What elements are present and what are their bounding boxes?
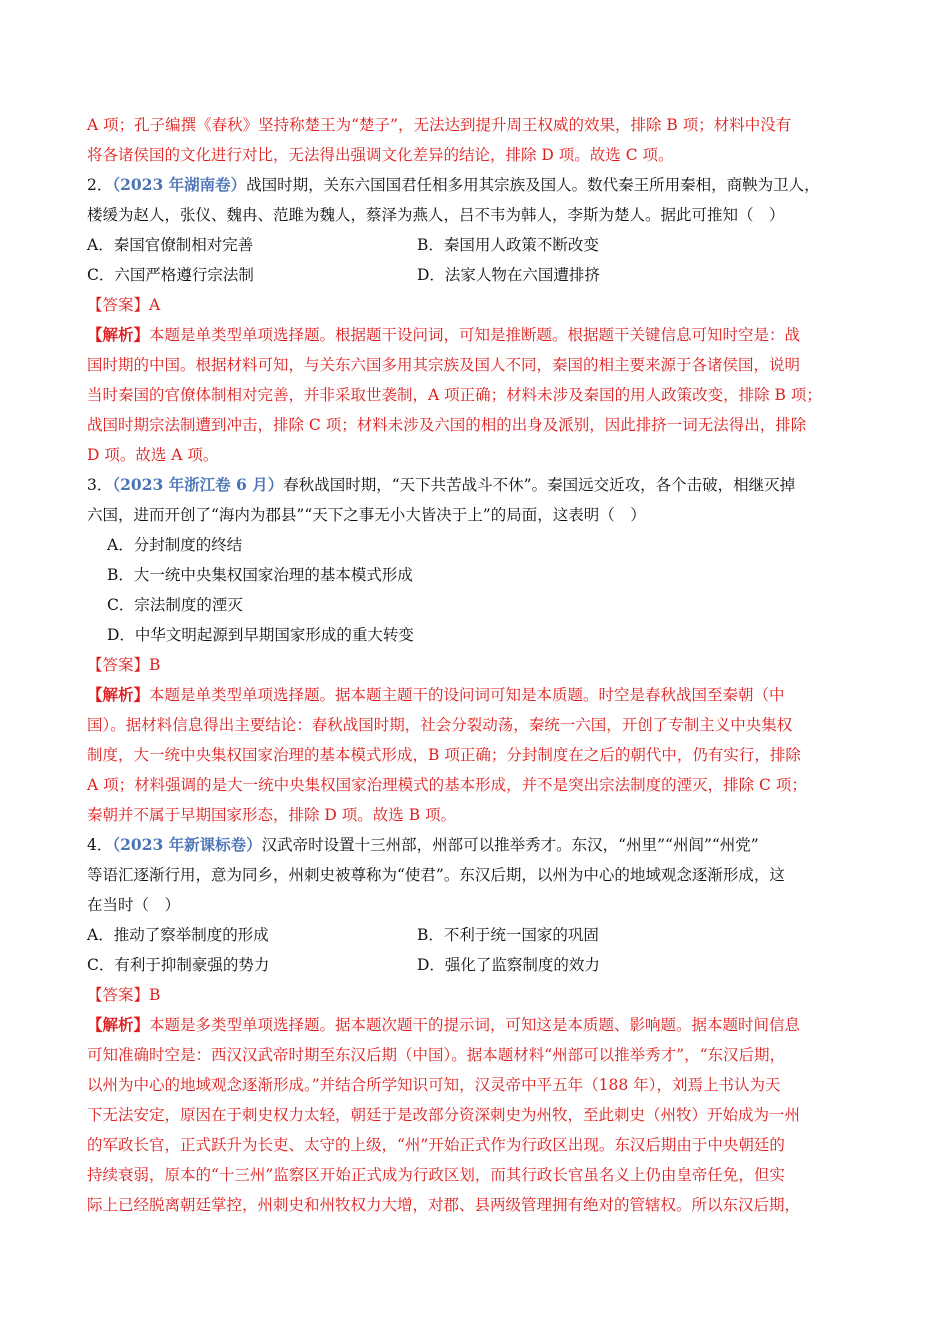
answer: 【答案】B (87, 986, 161, 1004)
options-row (87, 920, 867, 950)
analysis-line: 的军政长官，正式跃升为长吏、太守的上级，“州”开始正式作为行政区出现。东汉后期由于中央朝廷的 (87, 1136, 785, 1154)
question-source: （2023 年新课标卷） (112, 835, 262, 854)
stem-line: 等语汇逐渐行用，意为同乡，州刺史被尊称为“使君”。东汉后期，以州为中心的地域观念逐渐形成，这 (87, 866, 785, 884)
question-3-stem (87, 470, 867, 500)
analysis-line: 持续衰弱，原本的“十三州”监察区开始正式成为行政区划，而其行政长官虽名义上仍由皇帝任免，但实 (87, 1166, 785, 1184)
analysis-line: A 项；材料强调的是大一统中央集权国家治理模式的基本形成，并不是突出宗法制度的湮灭，排除 C 项； (87, 776, 807, 794)
question-number: 4． (87, 836, 113, 854)
stem-text: 春秋战国时期，“天下共苦战斗不休”。秦国远交近攻，各个击破，相继灭掉 (283, 476, 796, 494)
options-row (87, 260, 867, 290)
answer: 【答案】B (87, 656, 161, 674)
analysis-line (87, 1010, 867, 1040)
answer: 【答案】A (87, 296, 161, 314)
intro-line: 将各诸侯国的文化进行对比，无法得出强调文化差异的结论，排除 D 项。故选 C 项。 (87, 146, 674, 164)
intro-line: A 项；孔子编撰《春秋》坚持称楚王为“楚子”，无法达到提升周王权威的效果，排除 B 项；材料中没有 (87, 116, 792, 134)
analysis-line: 制度，大一统中央集权国家治理的基本模式形成，B 项正确；分封制度在之后的朝代中，仍有实行，排除 (87, 746, 801, 764)
stem-line: 六国，进而开创了“海内为郡县”“天下之事无小大皆决于上”的局面，这表明（ ） (87, 506, 646, 524)
option-a: A．推动了察举制度的形成 (87, 926, 269, 944)
options-row (87, 230, 867, 260)
analysis-line: 以州为中心的地域观念逐渐形成。”并结合所学知识可知，汉灵帝中平五年（188 年），刘焉上书认为天 (87, 1076, 781, 1094)
option-a: A．秦国官僚制相对完善 (87, 236, 254, 254)
question-source: （2023 年浙江卷 6 月） (112, 475, 284, 494)
analysis-line (87, 320, 867, 350)
option-c: C．有利于抑制豪强的势力 (87, 956, 270, 974)
question-4-stem (87, 830, 867, 860)
analysis-line: 秦朝并不属于早期国家形态，排除 D 项。故选 B 项。 (87, 806, 457, 824)
analysis-text: 本题是单类型单项选择题。据本题主题干的设问词可知是本质题。时空是春秋战国至秦朝（中 (149, 686, 785, 704)
option-c: C．宗法制度的湮灭 (107, 596, 243, 614)
option-b: B．大一统中央集权国家治理的基本模式形成 (107, 566, 413, 584)
question-number: 3． (87, 476, 113, 494)
stem-text: 汉武帝时设置十三州部，州部可以推举秀才。东汉，“州里”“州闾”“州党” (261, 836, 759, 854)
option-b: B．不利于统一国家的巩固 (417, 926, 599, 944)
analysis-label: 【解析】 (87, 685, 150, 704)
option-a: A．分封制度的终结 (107, 536, 243, 554)
analysis-line: 可知准确时空是：西汉汉武帝时期至东汉后期（中国）。据本题材料“州部可以推举秀才”，“东汉后期， (87, 1046, 786, 1064)
analysis-line (87, 680, 867, 710)
analysis-line: 际上已经脱离朝廷掌控，州刺史和州牧权力大增，对郡、县两级管理拥有绝对的管辖权。所以东汉后期， (87, 1196, 801, 1214)
option-b: B．秦国用人政策不断改变 (417, 236, 599, 254)
question-number: 2． (87, 176, 113, 194)
analysis-line: D 项。故选 A 项。 (87, 446, 219, 464)
stem-line: 楼缓为赵人，张仪、魏冉、范雎为魏人，蔡泽为燕人，吕不韦为韩人，李斯为楚人。据此可推知（ ） (87, 206, 785, 224)
document-page (87, 110, 867, 1220)
option-d: D．中华文明起源到早期国家形成的重大转变 (107, 626, 414, 644)
option-d: D．法家人物在六国遭排挤 (417, 266, 600, 284)
analysis-text: 本题是多类型单项选择题。据本题次题干的提示词，可知这是本质题、影响题。据本题时间信息 (149, 1016, 801, 1034)
stem-line: 在当时（ ） (87, 896, 181, 914)
stem-text: 战国时期，关东六国国君任相多用其宗族及国人。数代秦王所用秦相，商鞅为卫人， (246, 176, 820, 194)
options-row (87, 950, 867, 980)
option-d: D．强化了监察制度的效力 (417, 956, 600, 974)
analysis-line: 国）。据材料信息得出主要结论：春秋战国时期，社会分裂动荡，秦统一六国，开创了专制主义中央集权 (87, 716, 793, 734)
analysis-text: 本题是单类型单项选择题。根据题干设问词，可知是推断题。根据题干关键信息可知时空是：战 (149, 326, 801, 344)
analysis-label: 【解析】 (87, 1015, 150, 1034)
analysis-label: 【解析】 (87, 325, 150, 344)
question-2-stem (87, 170, 867, 200)
question-source: （2023 年湖南卷） (112, 175, 247, 194)
analysis-line: 国时期的中国。根据材料可知，与关东六国多用其宗族及国人不同，秦国的相主要来源于各诸侯国，说明 (87, 356, 801, 374)
analysis-line: 下无法安定，原因在于刺史权力太轻，朝廷于是改部分资深刺史为州牧，至此刺史（州牧）开始成为一州 (87, 1106, 801, 1124)
analysis-line: 战国时期宗法制遭到冲击，排除 C 项；材料未涉及六国的相的出身及派别，因此排挤一词无法得出，排除 (87, 416, 807, 434)
analysis-line: 当时秦国的官僚体制相对完善，并非采取世袭制，A 项正确；材料未涉及秦国的用人政策改变，排除 B 项； (87, 386, 822, 404)
option-c: C．六国严格遵行宗法制 (87, 266, 254, 284)
